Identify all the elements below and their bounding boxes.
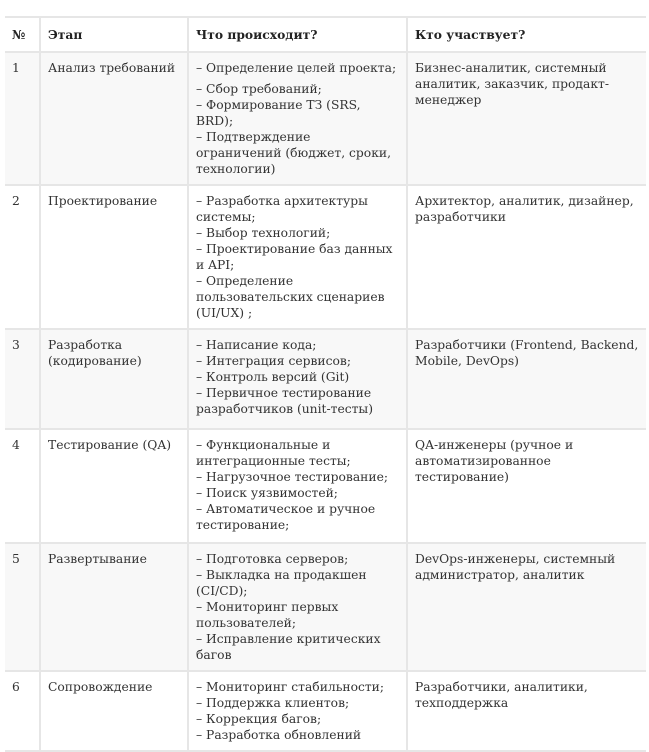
activity-item: – Выкладка на продакшен (CI/CD); xyxy=(196,568,367,598)
activity-item: – Коррекция багов; xyxy=(196,712,322,726)
stage-participants: QA-инженеры (ручное и автоматизированное тестирование) xyxy=(407,429,646,543)
activity-item: – Определение пользовательских сценариев (UI/UX) ; xyxy=(196,274,385,320)
stage-participants: Бизнес-аналитик, системный аналитик, заказчик, продакт-менеджер xyxy=(407,52,646,185)
stage-activities xyxy=(188,52,407,185)
stage-number: 6 xyxy=(5,671,40,751)
activity-item: – Написание кода; xyxy=(196,338,317,352)
activity-item: – Исправление критических багов xyxy=(196,632,381,662)
activity-item: – Выбор технологий; xyxy=(196,226,331,240)
activity-item: – Мониторинг первых пользователей; xyxy=(196,600,339,630)
stage-activities xyxy=(188,671,407,751)
activity-item: – Поиск уязвимостей; xyxy=(196,486,338,500)
table-row xyxy=(5,671,646,751)
stage-name: Тестирование (QA) xyxy=(40,429,188,543)
stage-number: 1 xyxy=(5,52,40,185)
stage-activities xyxy=(188,429,407,543)
activity-item: – Разработка архитектуры системы; xyxy=(196,194,368,224)
stage-name: Разработка (кодирование) xyxy=(40,329,188,429)
stage-participants: Архитектор, аналитик, дизайнер, разработчики xyxy=(407,185,646,329)
activity-item: – Интеграция сервисов; xyxy=(196,354,351,368)
activity-item: – Функциональные и интеграционные тесты; xyxy=(196,438,351,468)
header-what: Что происходит? xyxy=(188,17,407,52)
stage-participants: Разработчики, аналитики, техподдержка xyxy=(407,671,646,751)
stage-participants: DevOps-инженеры, системный администратор, аналитик xyxy=(407,543,646,671)
stage-number: 4 xyxy=(5,429,40,543)
activity-item: – Сбор требований; xyxy=(196,82,322,96)
stage-activities xyxy=(188,543,407,671)
activity-item: – Контроль версий (Git) xyxy=(196,370,350,384)
activity-item: – Разработка обновлений xyxy=(196,728,362,742)
activity-item: – Автоматическое и ручное тестирование; xyxy=(196,502,376,532)
sdlc-stages-table xyxy=(5,16,646,752)
header-stage: Этап xyxy=(40,17,188,52)
table-row xyxy=(5,543,646,671)
stage-name: Развертывание xyxy=(40,543,188,671)
activity-item: – Проектирование баз данных и API; xyxy=(196,242,393,272)
stage-name: Анализ требований xyxy=(40,52,188,185)
table-header-row xyxy=(5,17,646,52)
header-number: № xyxy=(5,17,40,52)
stage-name: Сопровождение xyxy=(40,671,188,751)
header-who: Кто участвует? xyxy=(407,17,646,52)
activity-item: – Определение целей проекта; xyxy=(196,61,397,75)
activity-item: – Первичное тестирование разработчиков (unit-тесты) xyxy=(196,386,373,416)
stage-number: 3 xyxy=(5,329,40,429)
table-row xyxy=(5,52,646,185)
activity-item: – Поддержка клиентов; xyxy=(196,696,350,710)
table-row xyxy=(5,329,646,429)
table-row xyxy=(5,185,646,329)
stage-number: 5 xyxy=(5,543,40,671)
activity-item: – Мониторинг стабильности; xyxy=(196,680,385,694)
activity-item: – Формирование ТЗ (SRS, BRD); xyxy=(196,98,361,128)
stage-number: 2 xyxy=(5,185,40,329)
stage-name: Проектирование xyxy=(40,185,188,329)
activity-item: – Нагрузочное тестирование; xyxy=(196,470,388,484)
stage-participants: Разработчики (Frontend, Backend, Mobile, DevOps) xyxy=(407,329,646,429)
activity-item: – Подтверждение ограничений (бюджет, сроки, технологии) xyxy=(196,130,391,176)
stage-activities xyxy=(188,185,407,329)
activity-item: – Подготовка серверов; xyxy=(196,552,349,566)
table-row xyxy=(5,429,646,543)
stage-activities xyxy=(188,329,407,429)
